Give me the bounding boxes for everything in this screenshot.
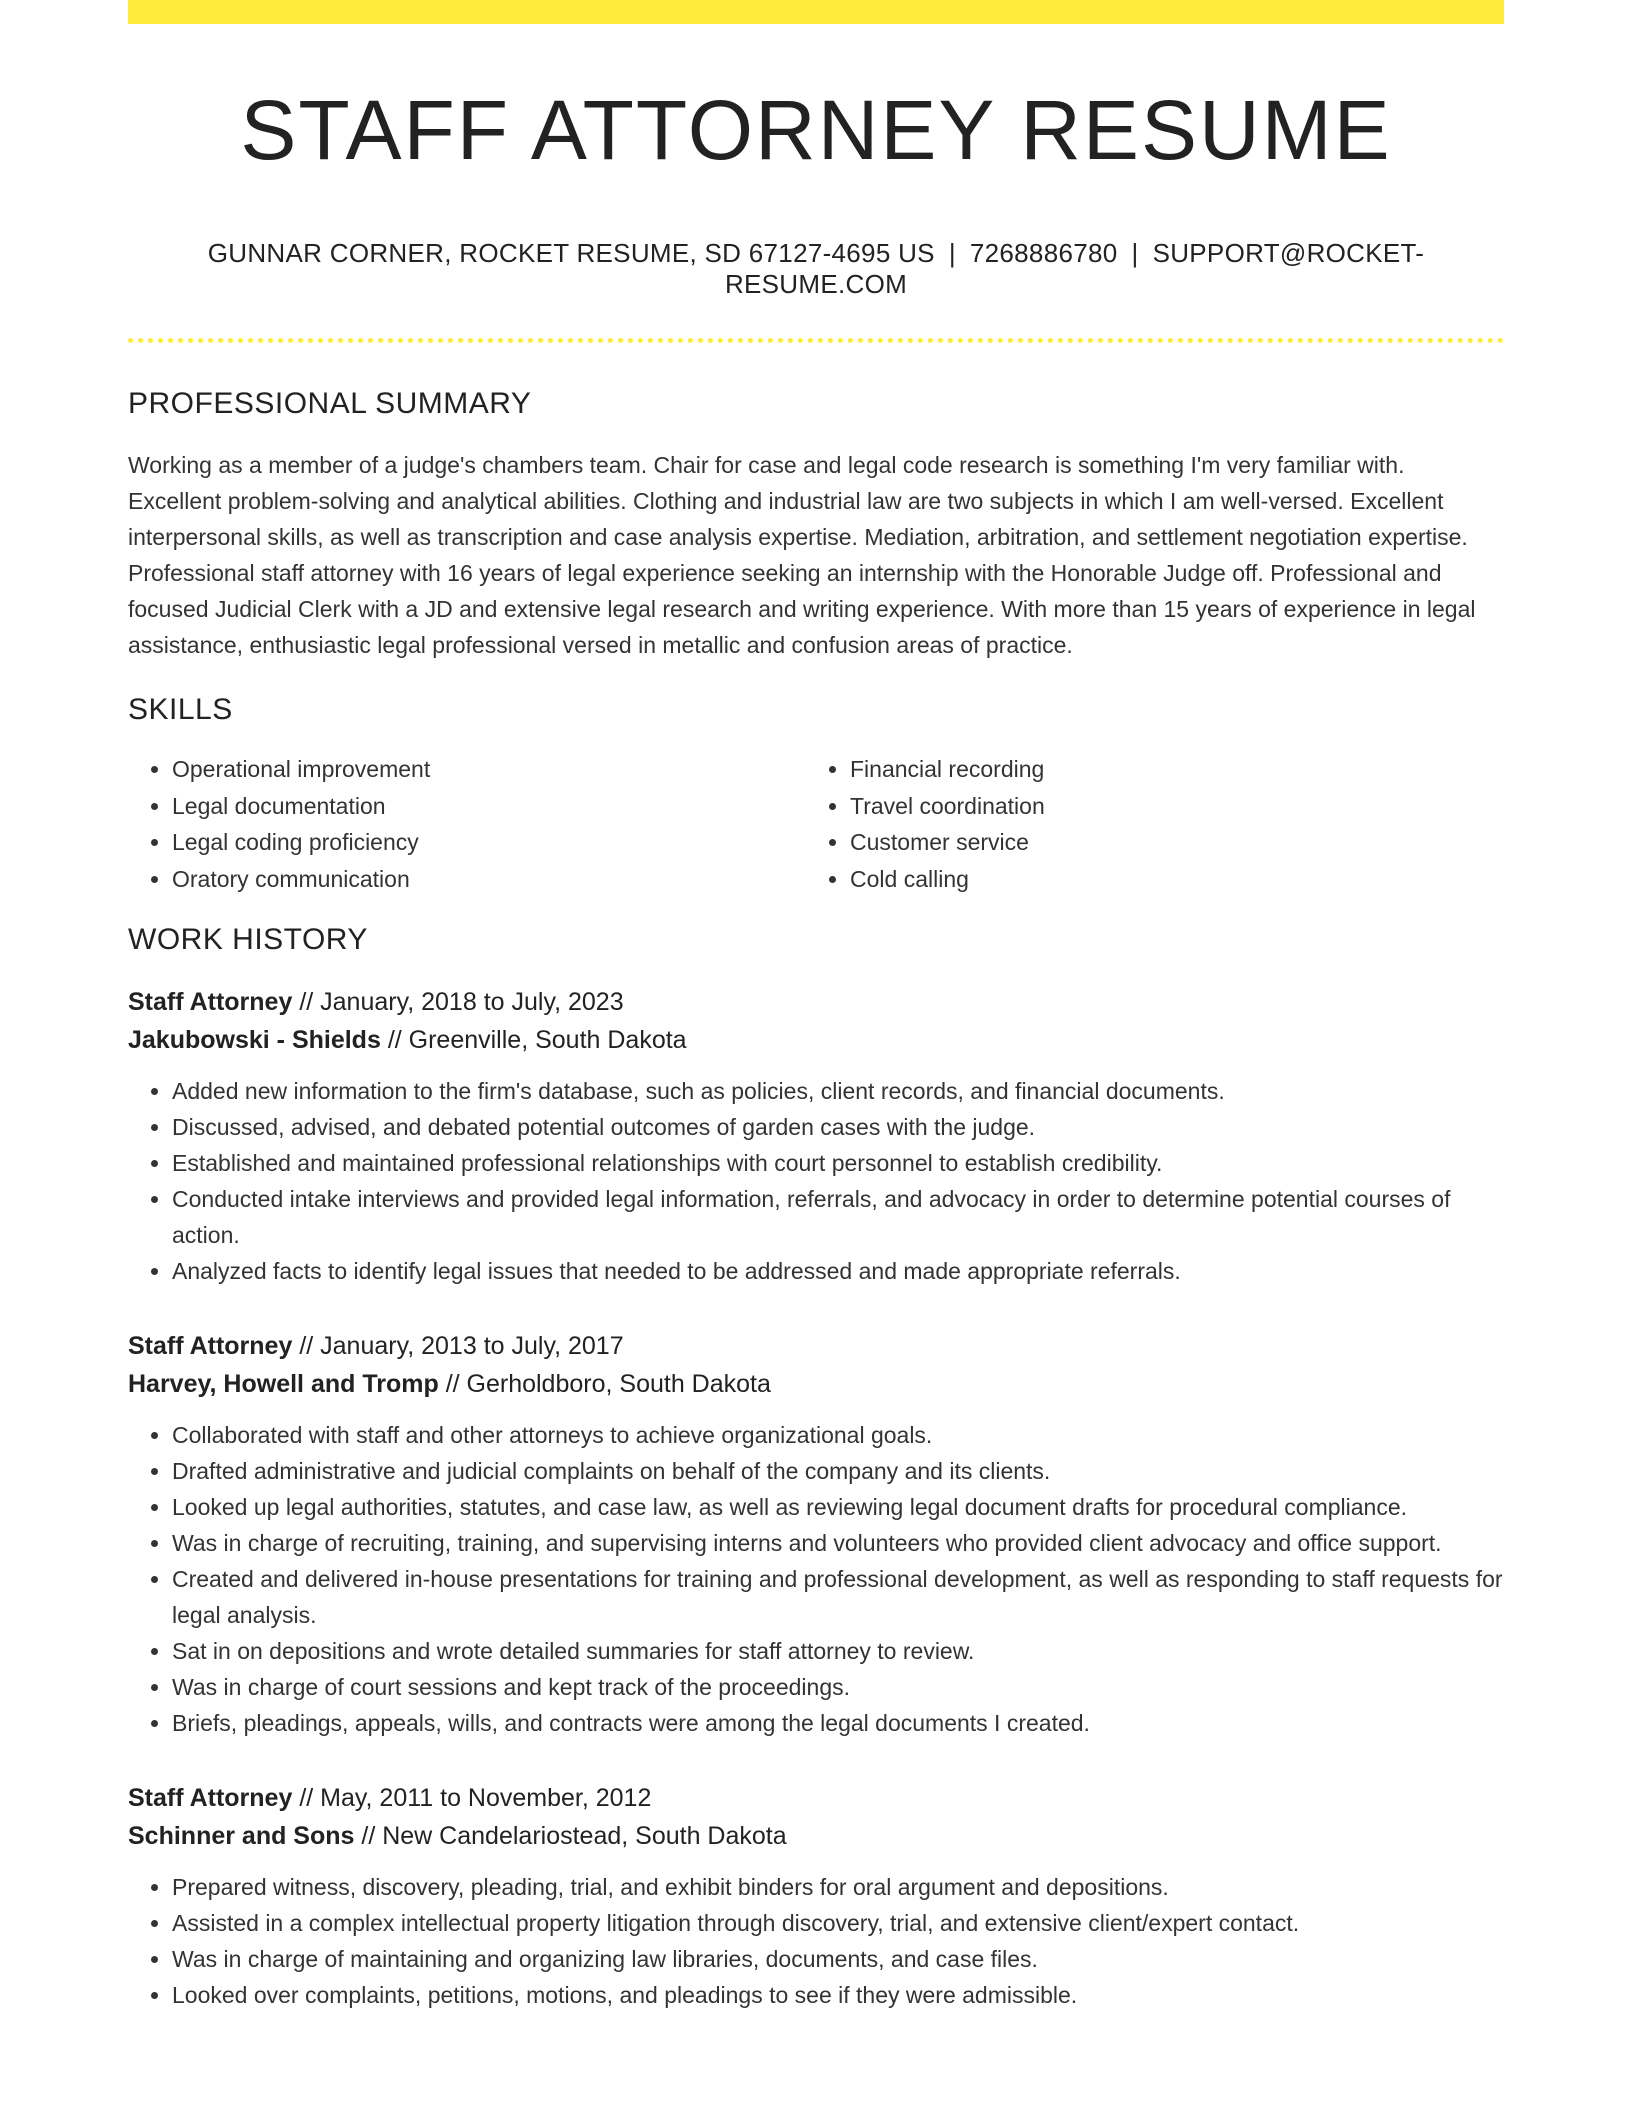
summary-heading: PROFESSIONAL SUMMARY — [128, 387, 532, 421]
job-bullet: • Drafted administrative and judicial complaints on behalf of the company and its clients. — [172, 1453, 1504, 1489]
skill-item: • Legal documentation — [172, 788, 806, 825]
job-dates: // May, 2011 to November, 2012 — [299, 1784, 652, 1813]
job-bullet: • Analyzed facts to identify legal issues that needed to be addressed and made appropriate referrals. — [172, 1253, 1504, 1289]
skill-item: • Cold calling — [850, 861, 1484, 898]
job-bullets — [128, 1869, 1504, 2013]
skill-item: • Legal coding proficiency — [172, 824, 806, 861]
job-bullet: • Assisted in a complex intellectual property litigation through discovery, trial, and extensive client/expert contact. — [172, 1905, 1504, 1941]
job-bullet: • Looked over complaints, petitions, motions, and pleadings to see if they were admissible. — [172, 1977, 1504, 2013]
contact-address: GUNNAR CORNER, ROCKET RESUME, SD 67127-4695 US — [207, 238, 935, 269]
skills-list — [128, 751, 1504, 897]
job-bullet: • Collaborated with staff and other attorneys to achieve organizational goals. — [172, 1417, 1504, 1453]
job-company-line — [128, 1021, 1504, 1059]
job-role: Staff Attorney — [128, 988, 293, 1017]
contact-email: SUPPORT@ROCKET-RESUME.COM — [724, 238, 1425, 300]
contact-separator: | — [1131, 238, 1139, 269]
skill-item: • Operational improvement — [172, 751, 806, 788]
summary-text: Working as a member of a judge's chambers team. Chair for case and legal code research is something I'm very familiar with. Excellent problem-solving and analytical abilities. Clothing and industrial law are two subjects in which I am well-versed. Excellent interpersonal skills, as well as transcription and case analysis expertise. Mediation, arbitration, and settlement negotiation expertise. Professional staff attorney with 16 years of legal experience seeking an internship with the Honorable Judge off. Professional and focused Judicial Clerk with a JD and extensive legal research and writing experience. With more than 15 years of experience in legal assistance, enthusiastic legal professional versed in metallic and confusion areas of practice. — [128, 452, 1476, 659]
skill-item: • Customer service — [850, 824, 1484, 861]
resume-title: STAFF ATTORNEY RESUME — [240, 83, 1392, 177]
job-bullet: • Created and delivered in-house presentations for training and professional development, as well as responding to staff requests for legal analysis. — [172, 1561, 1504, 1633]
contact-separator: | — [948, 238, 956, 269]
job-entry — [128, 983, 1504, 1289]
contact-line — [128, 238, 1504, 300]
job-bullet: • Discussed, advised, and debated potential outcomes of garden cases with the judge. — [172, 1109, 1504, 1145]
skills-column-right — [806, 751, 1484, 897]
skill-item: • Oratory communication — [172, 861, 806, 898]
job-bullet: • Was in charge of recruiting, training, and supervising interns and volunteers who provided client advocacy and office support. — [172, 1525, 1504, 1561]
job-entry — [128, 1779, 1504, 2013]
skill-item: • Financial recording — [850, 751, 1484, 788]
job-bullet: • Looked up legal authorities, statutes, and case law, as well as reviewing legal document drafts for procedural compliance. — [172, 1489, 1504, 1525]
job-role: Staff Attorney — [128, 1784, 293, 1813]
job-bullets — [128, 1073, 1504, 1289]
skill-item: • Travel coordination — [850, 788, 1484, 825]
job-bullet: • Sat in on depositions and wrote detailed summaries for staff attorney to review. — [172, 1633, 1504, 1669]
job-company-line — [128, 1365, 1504, 1403]
job-role-line — [128, 983, 1504, 1021]
job-location: // Greenville, South Dakota — [387, 1026, 687, 1055]
job-bullet: • Was in charge of maintaining and organizing law libraries, documents, and case files. — [172, 1941, 1504, 1977]
job-role: Staff Attorney — [128, 1332, 293, 1361]
job-bullet: • Prepared witness, discovery, pleading, trial, and exhibit binders for oral argument and depositions. — [172, 1869, 1504, 1905]
job-company: Jakubowski - Shields — [128, 1026, 381, 1055]
job-company: Harvey, Howell and Tromp — [128, 1370, 439, 1399]
job-company-line — [128, 1817, 1504, 1855]
work-history-heading: WORK HISTORY — [128, 923, 368, 957]
accent-top-bar — [128, 0, 1504, 24]
job-role-line — [128, 1779, 1504, 1817]
job-dates: // January, 2013 to July, 2017 — [299, 1332, 624, 1361]
job-company: Schinner and Sons — [128, 1822, 355, 1851]
job-bullet: • Briefs, pleadings, appeals, wills, and contracts were among the legal documents I created. — [172, 1705, 1504, 1741]
skills-heading: SKILLS — [128, 693, 233, 727]
dotted-divider — [128, 338, 1504, 343]
job-bullet: • Conducted intake interviews and provided legal information, referrals, and advocacy in order to determine potential courses of action. — [172, 1181, 1504, 1253]
job-location: // New Candelariostead, South Dakota — [361, 1822, 787, 1851]
job-location: // Gerholdboro, South Dakota — [445, 1370, 771, 1399]
contact-phone: 7268886780 — [969, 238, 1118, 269]
job-bullet: • Established and maintained professional relationships with court personnel to establish credibility. — [172, 1145, 1504, 1181]
job-bullet: • Added new information to the firm's database, such as policies, client records, and financial documents. — [172, 1073, 1504, 1109]
job-bullet: • Was in charge of court sessions and kept track of the proceedings. — [172, 1669, 1504, 1705]
job-dates: // January, 2018 to July, 2023 — [299, 988, 624, 1017]
job-bullets — [128, 1417, 1504, 1741]
resume-page — [128, 0, 1504, 2013]
skills-column-left — [128, 751, 806, 897]
job-entry — [128, 1327, 1504, 1741]
job-role-line — [128, 1327, 1504, 1365]
